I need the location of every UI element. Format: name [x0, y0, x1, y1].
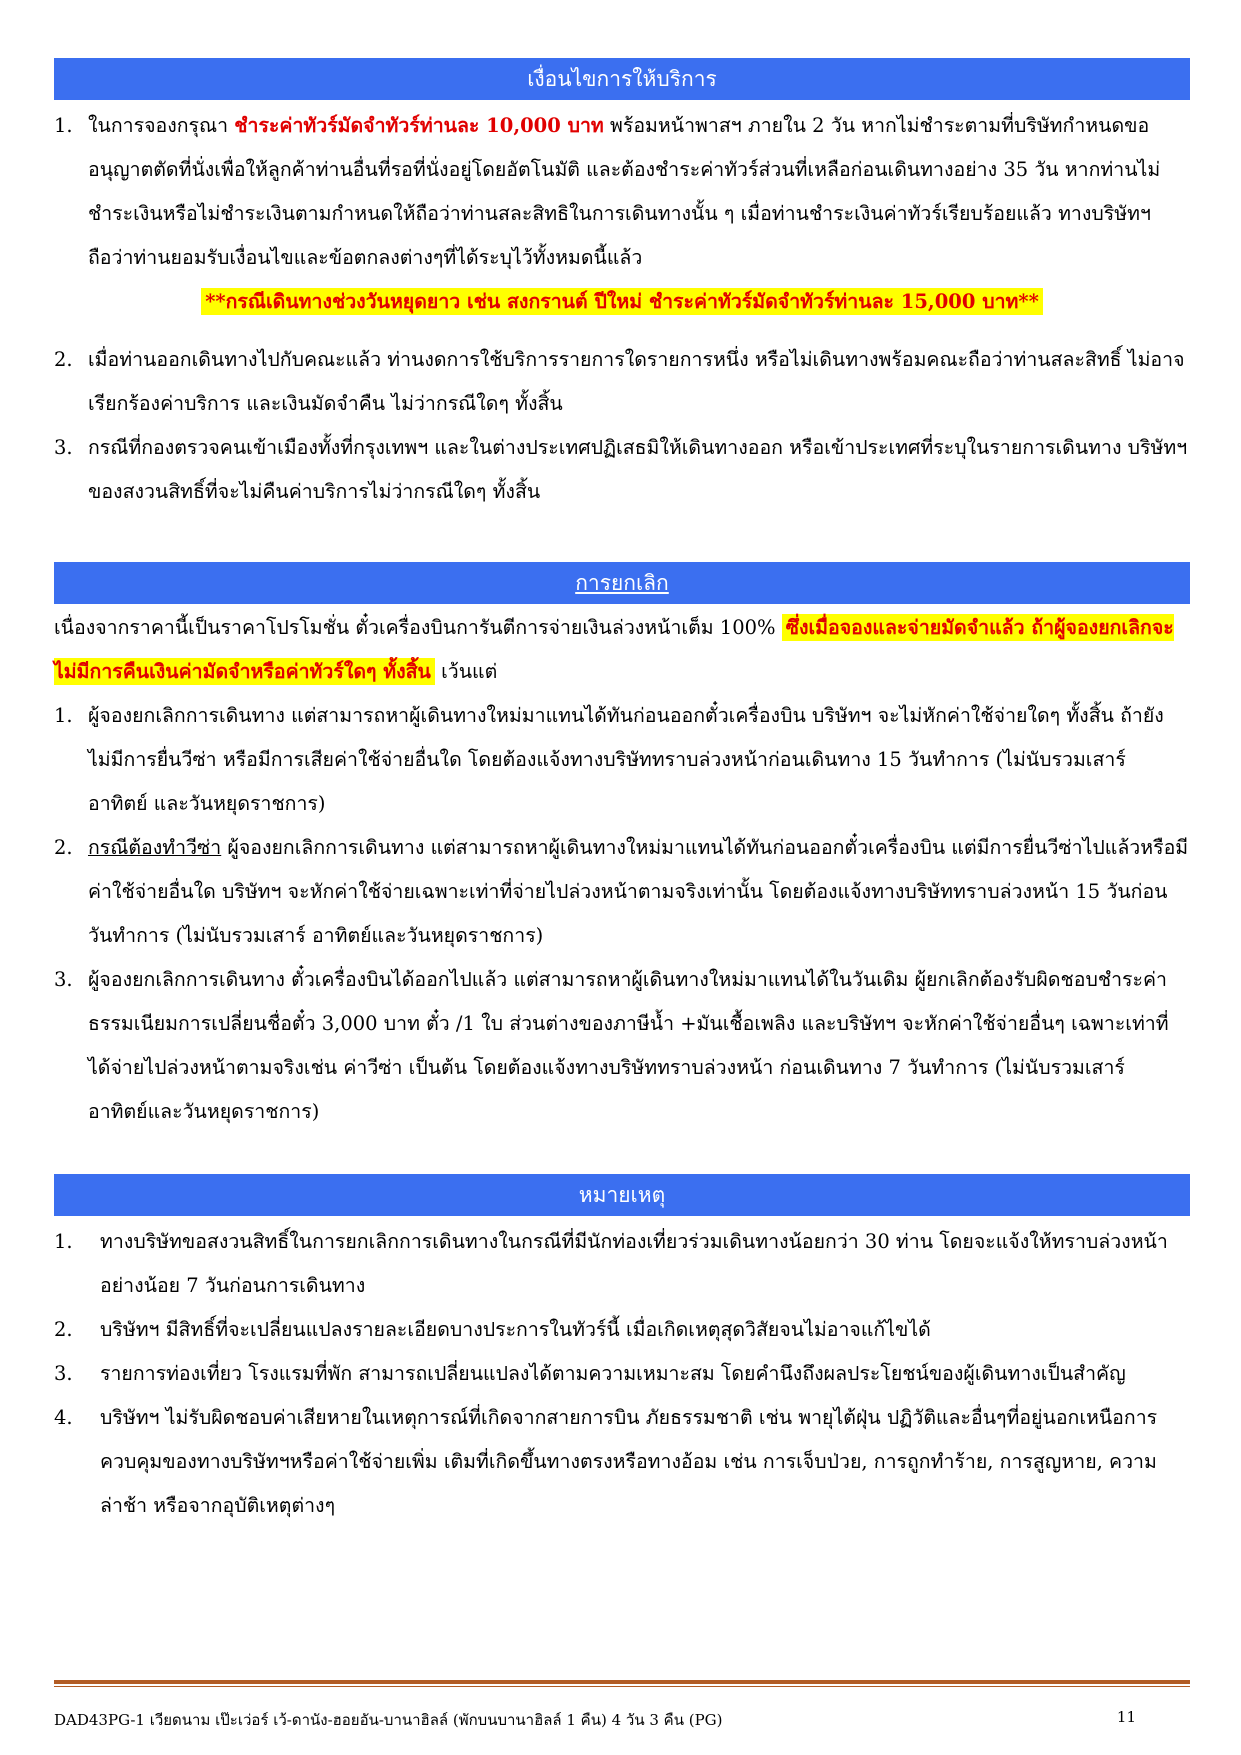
- remark-item: [54, 1220, 1190, 1308]
- condition-item-1-number: 1.: [54, 114, 73, 137]
- footer-tour-code: DAD43PG-1 เวียดนาม เป๊ะเว่อร์ เว้-ดานัง-ฮอยอัน-บานาฮิลล์ (พักบนบานาฮิลล์ 1 คืน) 4 วัน 3 คืน (PG): [54, 1711, 723, 1729]
- cancellation-intro-tail: เว้นแต่: [434, 660, 498, 683]
- cancellation-item-3: [54, 958, 1190, 1134]
- condition-item-2: [54, 338, 1190, 426]
- condition-item-3-number: 3.: [54, 436, 73, 459]
- remark-item-number: 4.: [54, 1406, 73, 1429]
- remark-item-text: บริษัทฯ ไม่รับผิดชอบค่าเสียหายในเหตุการณ์ที่เกิดจากสายการบิน ภัยธรรมชาติ เช่น พายุไต้ฝุ่น ปฏิวัติและอื่นๆที่อยู่นอกเหนือการควบคุมของทางบริษัทฯหรือค่าใช้จ่ายเพิ่ม เติมที่เกิดขึ้นทางตรงหรือทางอ้อม เช่น การเจ็บป่วย, การถูกทำร้าย, การสูญหาย, ความล่าช้า หรือจากอุบัติเหตุต่างๆ: [100, 1406, 1158, 1517]
- remark-item-number: 3.: [54, 1362, 73, 1385]
- remark-item-number: 2.: [54, 1318, 73, 1341]
- no-refund-highlight: ซึ่งเมื่อจองและจ่ายมัดจำแล้ว ถ้าผู้จองยกเลิกจะไม่มีการคืนเงินค่ามัดจำหรือค่าทัวร์ใดๆ ทั้งสิ้น: [54, 616, 1174, 683]
- condition-item-1: [54, 104, 1190, 280]
- deposit-amount-text: ชำระค่าทัวร์มัดจำทัวร์ท่านละ 10,000 บาท: [234, 114, 604, 137]
- remarks-section: [54, 1220, 1190, 1528]
- conditions-header: [54, 58, 1190, 100]
- remark-item: [54, 1396, 1190, 1528]
- cancellation-intro-lead: เนื่องจากราคานี้เป็นราคาโปรโมชั่น ตั๋วเครื่องบินการันตีการจ่ายเงินล่วงหน้าเต็ม 100%: [54, 616, 782, 639]
- cancellation-intro: [54, 606, 1190, 694]
- remark-item-text: บริษัทฯ มีสิทธิ์ที่จะเปลี่ยนแปลงรายละเอียดบางประการในทัวร์นี้ เมื่อเกิดเหตุสุดวิสัยจนไม่อาจแก้ไขได้: [100, 1318, 931, 1341]
- condition-item-1-lead: ในการจองกรุณา: [88, 114, 235, 137]
- visa-case-label: กรณีต้องทำวีซ่า: [88, 836, 222, 859]
- remark-item-number: 1.: [54, 1230, 73, 1253]
- condition-item-3-text: กรณีที่กองตรวจคนเข้าเมืองทั้งที่กรุงเทพฯ และในต่างประเทศปฏิเสธมิให้เดินทางออก หรือเข้าประเทศที่ระบุในรายการเดินทาง บริษัทฯ ของสงวนสิทธิ์ที่จะไม่คืนค่าบริการไม่ว่ากรณีใดๆ ทั้งสิ้น: [88, 436, 1188, 503]
- condition-item-2-text: เมื่อท่านออกเดินทางไปกับคณะแล้ว ท่านงดการใช้บริการรายการใดรายการหนึ่ง หรือไม่เดินทางพร้อมคณะถือว่าท่านสละสิทธิ์ ไม่อาจเรียกร้องค่าบริการ และเงินมัดจำคืน ไม่ว่ากรณีใดๆ ทั้งสิ้น: [88, 348, 1185, 415]
- remark-item: [54, 1308, 1190, 1352]
- condition-item-1-body: พร้อมหน้าพาสฯ ภายใน 2 วัน หากไม่ชำระตามที่บริษัทกำหนดขออนุญาตตัดที่นั่งเพื่อให้ลูกค้าท่านอื่นที่รอที่นั่งอยู่โดยอัตโนมัติ และต้องชำระค่าทัวร์ส่วนที่เหลือก่อนเดินทางอย่าง 35 วัน หากท่านไม่ชำระเงินหรือไม่ชำระเงินตามกำหนดให้ถือว่าท่านสละสิทธิในการเดินทางนั้น ๆ เมื่อท่านชำระเงินค่าทัวร์เรียบร้อยแล้ว ทางบริษัทฯถือว่าท่านยอมรับเงื่อนไขและข้อตกลงต่างๆที่ได้ระบุไว้ทั้งหมดนี้แล้ว: [88, 114, 1161, 269]
- cancellation-header-text: การยกเลิก: [575, 571, 669, 595]
- cancellation-item-2-number: 2.: [54, 836, 73, 859]
- page-footer: [54, 1708, 1190, 1732]
- footer-divider-thick: [54, 1680, 1190, 1684]
- cancellation-section: [54, 606, 1190, 1134]
- cancellation-item-2: [54, 826, 1190, 958]
- conditions-section: [54, 104, 1190, 514]
- cancellation-item-1-text: ผู้จองยกเลิกการเดินทาง แต่สามารถหาผู้เดินทางใหม่มาแทนได้ทันก่อนออกตั๋วเครื่องบิน บริษัทฯ จะไม่หักค่าใช้จ่ายใดๆ ทั้งสิ้น ถ้ายังไม่มีการยื่นวีซ่า หรือมีการเสียค่าใช้จ่ายอื่นใด โดยต้องแจ้งทางบริษัททราบล่วงหน้าก่อนเดินทาง 15 วันทำการ (ไม่นับรวมเสาร์ อาทิตย์ และวันหยุดราชการ): [88, 704, 1164, 815]
- holiday-deposit-note: [54, 280, 1190, 324]
- holiday-deposit-highlight: **กรณีเดินทางช่วงวันหยุดยาว เช่น สงกรานต์ ปีใหม่ ชำระค่าทัวร์มัดจำทัวร์ท่านละ 15,000 บาท**: [201, 288, 1043, 315]
- remarks-header-text: หมายเหตุ: [578, 1183, 666, 1207]
- page-number: 11: [1116, 1708, 1136, 1726]
- cancellation-item-2-text: ผู้จองยกเลิกการเดินทาง แต่สามารถหาผู้เดินทางใหม่มาแทนได้ทันก่อนออกตั๋วเครื่องบิน แต่มีการยื่นวีซ่าไปแล้วหรือมีค่าใช้จ่ายอื่นใด บริษัทฯ จะหักค่าใช้จ่ายเฉพาะเท่าที่จ่ายไปล่วงหน้าตามจริงเท่านั้น โดยต้องแจ้งทางบริษัททราบล่วงหน้า 15 วันก่อนวันทำการ (ไม่นับรวมเสาร์ อาทิตย์และวันหยุดราชการ): [88, 836, 1189, 947]
- cancellation-item-1-number: 1.: [54, 704, 73, 727]
- cancellation-item-1: [54, 694, 1190, 826]
- conditions-header-text: เงื่อนไขการให้บริการ: [527, 67, 717, 91]
- footer-divider-thin: [54, 1686, 1190, 1687]
- remark-item-text: รายการท่องเที่ยว โรงแรมที่พัก สามารถเปลี่ยนแปลงได้ตามความเหมาะสม โดยคำนึงถึงผลประโยชน์ของผู้เดินทางเป็นสำคัญ: [100, 1362, 1126, 1385]
- remarks-header: [54, 1174, 1190, 1216]
- condition-item-2-number: 2.: [54, 348, 73, 371]
- cancellation-header: [54, 562, 1190, 604]
- cancellation-item-3-number: 3.: [54, 968, 73, 991]
- cancellation-item-3-text: ผู้จองยกเลิกการเดินทาง ตั๋วเครื่องบินได้ออกไปแล้ว แต่สามารถหาผู้เดินทางใหม่มาแทนได้ในวันเดิม ผู้ยกเลิกต้องรับผิดชอบชำระค่าธรรมเนียมการเปลี่ยนชื่อตั๋ว 3,000 บาท ตั๋ว /1 ใบ ส่วนต่างของภาษีน้ำ +มันเชื้อเพลิง และบริษัทฯ จะหักค่าใช้จ่ายอื่นๆ เฉพาะเท่าที่ได้จ่ายไปล่วงหน้าตามจริงเช่น ค่าวีซ่า เป็นต้น โดยต้องแจ้งทางบริษัททราบล่วงหน้า ก่อนเดินทาง 7 วันทำการ (ไม่นับรวมเสาร์ อาทิตย์และวันหยุดราชการ): [88, 968, 1169, 1123]
- condition-item-3: [54, 426, 1190, 514]
- remark-item: [54, 1352, 1190, 1396]
- remark-item-text: ทางบริษัทขอสงวนสิทธิ์ในการยกเลิกการเดินทางในกรณีที่มีนักท่องเที่ยวร่วมเดินทางน้อยกว่า 30 ท่าน โดยจะแจ้งให้ทราบล่วงหน้าอย่างน้อย 7 วันก่อนการเดินทาง: [100, 1230, 1168, 1297]
